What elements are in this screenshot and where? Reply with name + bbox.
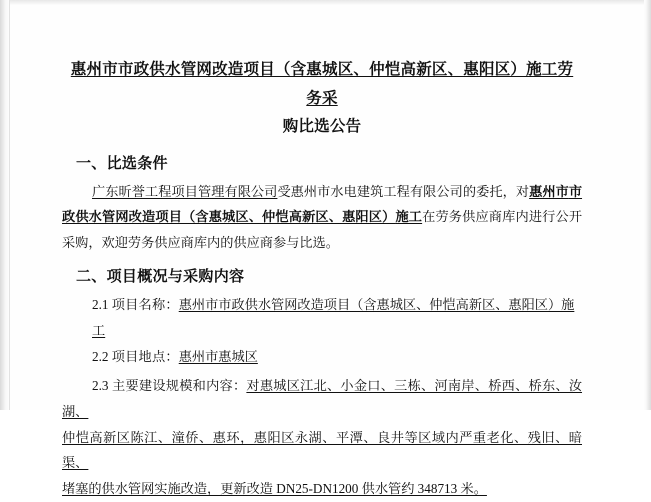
project-name-inline-c: 施工 [395, 209, 423, 225]
list-item [62, 292, 582, 343]
item-label: 项目名称： [111, 297, 179, 313]
project-name-inline-b: 市政供水管网改造项目（含惠城区、仲恺高新区、惠阳区） [62, 184, 583, 225]
page-title-line-1: 惠州市市政供水管网改造项目（含惠城区、仲恺高新区、惠阳区）施工劳务采 [70, 61, 574, 107]
section-heading-1: 一、比选条件 [76, 156, 168, 173]
item-value-line-3: 堵塞的供水管网实施改造，更新改造 DN25-DN1200 供水管约 348713 米。 [62, 481, 487, 497]
list-item [62, 344, 582, 370]
item-value: 惠州市市政供水管网改造项目（含惠城区、仲恺高新区、惠阳区）施工 [92, 297, 575, 338]
scan-edge-top [0, 0, 651, 5]
section-1-text-a: 受惠州市水电建筑工程有限公司的委托，对 [277, 184, 530, 200]
scan-edge-right [644, 0, 651, 410]
item-value-line-1: 对惠城区江北、小金口、三栋、河南岸、桥西、桥东、汝湖、 [62, 378, 583, 419]
project-name-inline-a: 惠州市 [529, 184, 569, 200]
item-number: 2.3 [92, 378, 109, 394]
item-value-line-2: 仲恺高新区陈江、潼侨、惠环，惠阳区永湖、平潭、良井等区域内严重老化、残旧、暗渠、 [62, 429, 582, 471]
item-number: 2.2 [92, 348, 109, 364]
page-title-line-2: 购比选公告 [282, 118, 362, 136]
section-1-text-b: 在劳务供应商库内进行公 [422, 209, 569, 225]
list-item [62, 373, 582, 502]
scan-edge-left [0, 0, 10, 410]
item-number: 2.1 [92, 297, 109, 313]
agent-company-name: 广东昕誉工程项目管理有限公司 [92, 184, 278, 200]
item-label: 项目地点： [111, 348, 179, 364]
page-title [62, 56, 582, 142]
item-label: 主要建设规模和内容： [112, 378, 247, 394]
section-heading-2: 二、项目概况与采购内容 [76, 269, 245, 286]
document-body [62, 56, 582, 502]
item-value: 惠州市惠城区 [178, 348, 258, 364]
section-1-text-c: 开采购，欢迎劳务供应商库内的供应商参与比选。 [62, 209, 583, 250]
section-1-paragraph [62, 179, 582, 255]
